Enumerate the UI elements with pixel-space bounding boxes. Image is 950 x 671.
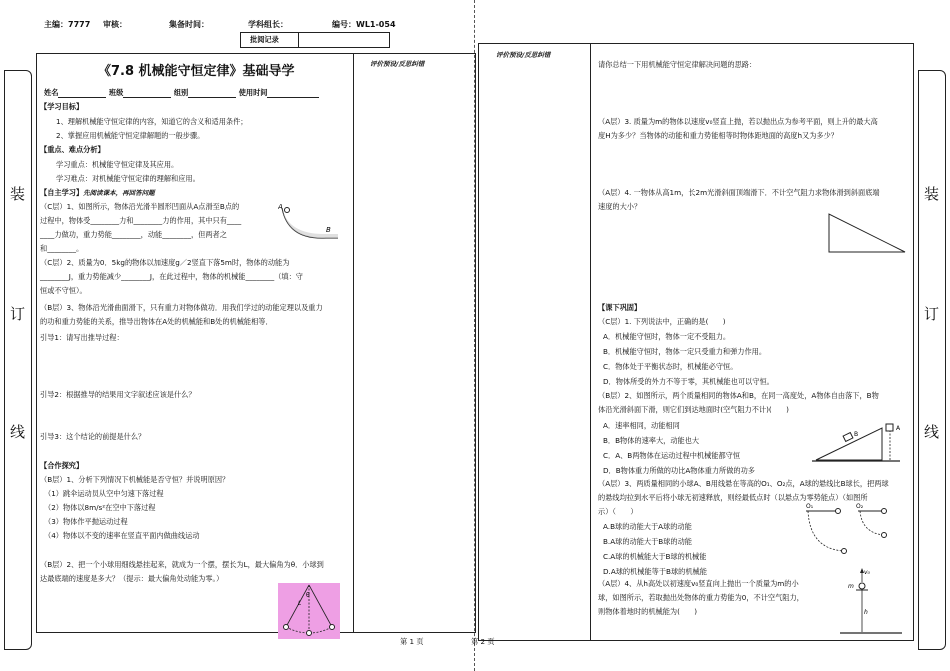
a3b-line-2: 的悬线均拉到水平后将小球无初速释放，则经最低点时（以悬点为零势能点）（如图所 bbox=[598, 493, 868, 502]
coop-question: （B层）1、分析下列情况下机械能是否守恒？并说明原因？ bbox=[40, 475, 230, 484]
number-label: 编号：WL1-054 bbox=[332, 20, 396, 29]
label-theta: θ bbox=[306, 592, 310, 599]
summary-intro: 请你总结一下用机械能守恒定律解决问题的思路： bbox=[598, 60, 757, 69]
label-m: m bbox=[848, 583, 854, 590]
a4-line-1: （A层）4. 一物体从高1m，长2m光滑斜面顶端滑下．不计空气阻力求物体滑到斜面底端 bbox=[598, 188, 880, 197]
coop-item-4: （4）物体以不变的速率在竖直平面内做曲线运动 bbox=[44, 531, 200, 540]
a3b-option-c: C.A球的机械能大于B球的机械能 bbox=[603, 552, 707, 561]
coop-item-1: （1）跳伞运动员从空中匀速下落过程 bbox=[44, 489, 164, 498]
a3b-line-3: 示）（ ） bbox=[598, 507, 638, 516]
q1-line-1: （C层）1、如图所示，物体沿光滑半圆形凹面从A点滑至B点的 bbox=[40, 202, 240, 211]
c1-option-b: B．机械能守恒时，物体一定只受重力和弹力作用。 bbox=[603, 347, 767, 356]
b2-line-1: （B层）2、如图所示，两个质量相同的物体A和B，在同一高度处，A物体自由落下，B物 bbox=[598, 391, 879, 400]
q1-line-3: ____力做功，重力势能________，动能________，但两者之 bbox=[40, 230, 227, 239]
binding-zhuang-r: 装 bbox=[924, 185, 940, 203]
a4b-line-3: 则物体着地时的机械能为( ) bbox=[598, 607, 698, 616]
c1-option-c: C．物体处于平衡状态时，机械能必守恒。 bbox=[603, 362, 738, 371]
record-label: 批阅记录 bbox=[250, 35, 279, 44]
key-focus: 学习重点：机械能守恒定律及其应用。 bbox=[56, 160, 179, 169]
b2-option-b: B．B物体的速率大，动能也大 bbox=[603, 436, 700, 445]
label-b: B bbox=[326, 226, 331, 234]
pendulum-figure bbox=[278, 583, 340, 639]
label-a: A bbox=[896, 425, 901, 432]
key-title: 【重点、难点分析】 bbox=[40, 145, 105, 154]
self-title: 【自主学习】先阅读课本，再回答问题 bbox=[40, 188, 155, 197]
b2-option-d: D．B物体重力所做的功比A物体重力所做的功多 bbox=[603, 466, 755, 475]
incline-figure bbox=[825, 210, 909, 256]
label-o2: O₂ bbox=[856, 503, 864, 510]
coop-item-3: （3）物体作平抛运动过程 bbox=[44, 517, 128, 526]
two-pendulum-figure bbox=[804, 503, 904, 561]
throw-figure bbox=[838, 566, 904, 638]
q1-line-4: 和________。 bbox=[40, 244, 84, 253]
label-b: B bbox=[854, 431, 859, 438]
coop-title: 【合作探究】 bbox=[40, 461, 84, 470]
label-a: A bbox=[278, 203, 283, 211]
a3-line-1: （A层）3. 质量为m的物体以速度v₀竖直上抛，若以抛出点为参考平面，则上升的最大高 bbox=[598, 117, 878, 126]
q2-line-2: ________J，重力势能减少________J，在此过程中，物体的机械能________（填：守 bbox=[40, 272, 303, 281]
binding-zhuang: 装 bbox=[10, 185, 26, 203]
label-o1: O₁ bbox=[806, 503, 814, 510]
a3b-line-1: （A层）3、两质量相同的小球A、B用线悬在等高的O₁、O₂点，A球的悬线比B球长，把两球 bbox=[598, 479, 889, 488]
c1-option-a: A．机械能守恒时，物体一定不受阻力。 bbox=[603, 332, 731, 341]
a4-line-2: 速度的大小？ bbox=[598, 202, 642, 211]
b2-option-a: A．速率相同，动能相同 bbox=[603, 421, 680, 430]
key-hard: 学习难点：对机械能守恒定律的理解和应用。 bbox=[56, 174, 200, 183]
left-binding-strip bbox=[4, 70, 32, 650]
a3b-option-b: B.A球的动能大于B球的动能 bbox=[603, 537, 692, 546]
review-label: 审核： bbox=[103, 20, 127, 29]
coop-q2-line-1: （B层）2、把一个小球用细线悬挂起来，就成为一个摆，摆长为L，最大偏角为θ．小球到 bbox=[40, 560, 324, 569]
b2-line-2: 体沿光滑斜面下滑，则它们到达地面时(空气阻力不计)( ) bbox=[598, 405, 789, 414]
prep-time-label: 集备时间： bbox=[169, 20, 209, 29]
a4b-line-2: 球，如图所示，若取抛出处物体的重力势能为0，不计空气阻力， bbox=[598, 593, 804, 602]
info-line: 姓名 班级 组别 使用时间 bbox=[44, 88, 319, 98]
goal-title: 【学习目标】 bbox=[40, 102, 84, 111]
q2-line-1: （C层）2、质量为0．5kg的物体以加速度g／2竖直下落5m时，物体的动能为 bbox=[40, 258, 290, 267]
guide-2: 引导2：根据推导的结果用文字叙述应该是什么？ bbox=[40, 390, 196, 399]
a3-line-2: 度H为多少？当物体的动能和重力势能相等时物体距地面的高度h又为多少？ bbox=[598, 131, 838, 140]
page-title: 《7.8 机械能守恒定律》基础导学 bbox=[98, 64, 295, 79]
left-page-number: 第 1 页 bbox=[400, 637, 424, 646]
right-binding-strip bbox=[918, 70, 946, 650]
leader-label: 学科组长： bbox=[248, 20, 288, 29]
binding-ding-r: 订 bbox=[924, 305, 940, 323]
editor-label: 主编：7777 bbox=[44, 20, 91, 29]
a3b-option-d: D.A球的机械能等于B球的机械能 bbox=[603, 567, 707, 576]
guide-3: 引导3：这个结论的前提是什么？ bbox=[40, 432, 146, 441]
a4b-line-1: （A层）4、从h高处以初速度v₀竖直向上抛出一个质量为m的小 bbox=[598, 579, 799, 588]
right-page-number: 第 2 页 bbox=[471, 637, 495, 646]
c1-option-d: D．物体所受的外力不等于零，其机械能也可以守恒。 bbox=[603, 377, 774, 386]
semicircle-figure bbox=[278, 202, 342, 242]
right-side-column-title: 评价预设/反思纠错 bbox=[496, 51, 551, 59]
a3b-option-a: A.B球的动能大于A球的动能 bbox=[603, 522, 692, 531]
label-h: h bbox=[864, 609, 868, 616]
coop-q2-line-2: 达最底端的速度是多大？（提示：最大偏角处动能为零。） bbox=[40, 574, 224, 583]
b2-option-c: C．A、B两物体在运动过程中机械能都守恒 bbox=[603, 451, 741, 460]
c1-question: （C层）1. 下列说法中，正确的是( ) bbox=[598, 317, 726, 326]
q3-line-2: 的功和重力势能的关系，推导出物体在A处的机械能和B处的机械能相等． bbox=[40, 317, 273, 326]
label-v0: v₀ bbox=[864, 569, 870, 576]
guide-1: 引导1：请写出推导过程： bbox=[40, 333, 124, 342]
binding-xian-r: 线 bbox=[924, 423, 940, 441]
left-side-column-title: 评价预设/反思纠错 bbox=[370, 60, 425, 68]
after-class-title: 【课下巩固】 bbox=[598, 303, 642, 312]
goal-2: 2、掌握应用机械能守恒定律解题的一般步骤。 bbox=[56, 131, 205, 140]
coop-item-2: （2）物体以8m/s²在空中下落过程 bbox=[44, 503, 156, 512]
binding-ding: 订 bbox=[10, 305, 26, 323]
q3-line-1: （B层）3、物体沿光滑曲面滑下，只有重力对物体做功．用我们学过的动能定理以及重力 bbox=[40, 303, 323, 312]
ramp-figure bbox=[810, 416, 902, 466]
q2-line-3: 恒或不守恒）。 bbox=[40, 286, 87, 295]
label-l: L bbox=[298, 600, 302, 607]
binding-xian: 线 bbox=[10, 423, 26, 441]
goal-1: 1、理解机械能守恒定律的内容，知道它的含义和适用条件； bbox=[56, 117, 248, 126]
q1-line-2: 过程中，物体受________力和________力的作用，其中只有____ bbox=[40, 216, 242, 225]
